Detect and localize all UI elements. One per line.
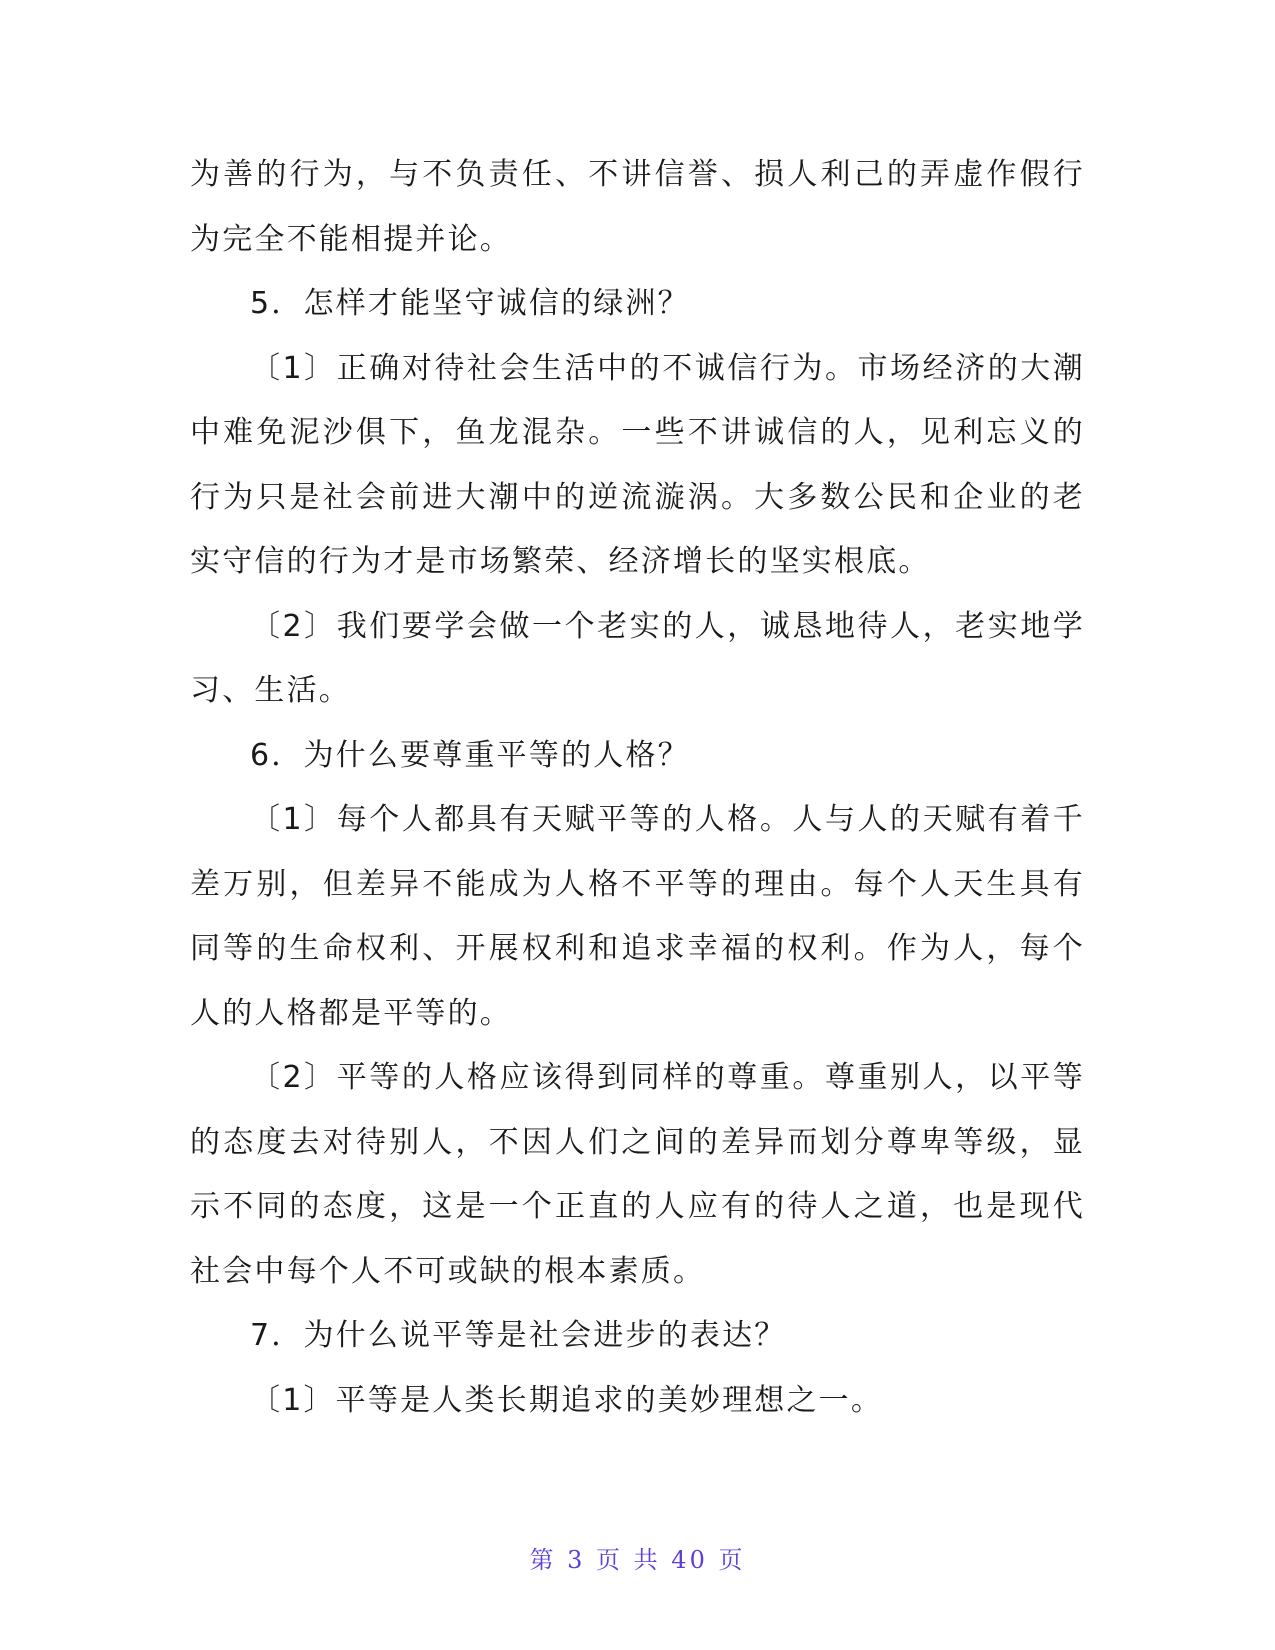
- question-6-heading: 6．为什么要尊重平等的人格？: [250, 737, 690, 773]
- question-7-heading: 7．为什么说平等是社会进步的表达？: [250, 1318, 787, 1353]
- page-number-footer: 第 3 页 共 40 页: [529, 1546, 746, 1574]
- paragraph-continuation: 为善的行为，与不负责任、不讲信誉、损人利己的弄虚作假行为完全不能相提并论。: [190, 157, 1085, 257]
- answer-6-point-1: 〔1〕每个人都具有天赋平等的人格。人与人的天赋有着千差万别，但差异不能成为人格不平等的理由。每个人天生具有同等的生命权利、开展权利和追求幸福的权利。作为人，每个人的人格都是平等的。: [190, 802, 1085, 1031]
- answer-5-point-2: 〔2〕我们要学会做一个老实的人，诚恳地待人，老实地学习、生活。: [190, 608, 1085, 708]
- question-5-heading: 5．怎样才能坚守诚信的绿洲？: [250, 286, 690, 321]
- document-body: [190, 143, 1085, 1433]
- answer-5-point-1: 〔1〕正确对待社会生活中的不诚信行为。市场经济的大潮中难免泥沙俱下，鱼龙混杂。一些不讲诚信的人，见利忘义的行为只是社会前进大潮中的逆流漩涡。大多数公民和企业的老实守信的行为才是市场繁荣、经济增长的坚实根底。: [190, 350, 1085, 579]
- answer-6-point-2: 〔2〕平等的人格应该得到同样的尊重。尊重别人，以平等的态度去对待别人，不因人们之间的差异而划分尊卑等级，显示不同的态度，这是一个正直的人应有的待人之道，也是现代社会中每个人不可或缺的根本素质。: [190, 1060, 1085, 1289]
- answer-7-point-1: 〔1〕平等是人类长期追求的美妙理想之一。: [250, 1382, 884, 1418]
